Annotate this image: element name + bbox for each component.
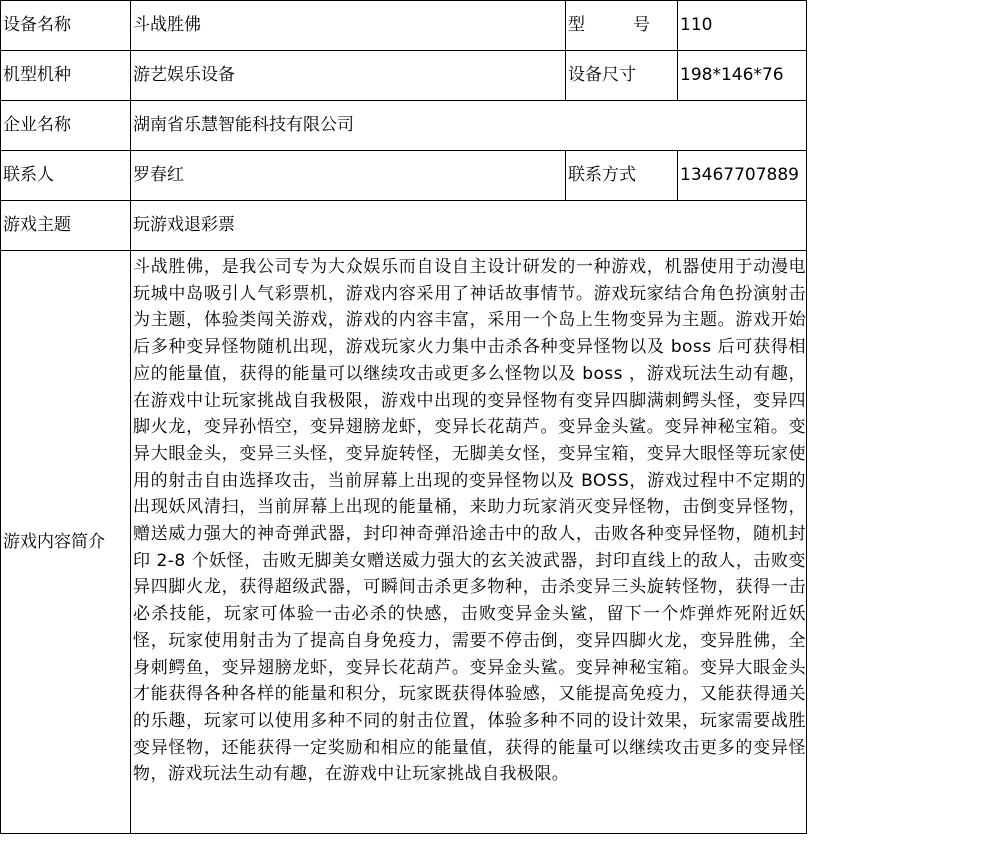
model-label-right: 号 [633,15,650,36]
theme-label: 游戏主题 [1,201,131,251]
row-company [1,101,807,151]
contact-value: 罗春红 [131,151,566,201]
size-value: 198*146*76 [678,51,807,101]
row-theme [1,201,807,251]
phone-label: 联系方式 [566,151,678,201]
device-name-label: 设备名称 [1,1,131,51]
row-contact [1,151,807,201]
machine-type-value: 游艺娱乐设备 [131,51,566,101]
theme-value: 玩游戏退彩票 [131,201,807,251]
machine-type-label: 机型机种 [1,51,131,101]
company-label: 企业名称 [1,101,131,151]
size-label: 设备尺寸 [566,51,678,101]
phone-value: 13467707889 [678,151,807,201]
contact-label: 联系人 [1,151,131,201]
row-device-name [1,1,807,51]
model-label-left: 型 [568,15,585,36]
model-value: 110 [678,1,807,51]
row-machine-type [1,51,807,101]
intro-label: 游戏内容简介 [1,251,131,834]
model-label [566,1,678,51]
intro-text: 斗战胜佛，是我公司专为大众娱乐而自设自主设计研发的一种游戏，机器使用于动漫电玩城中岛吸引人气彩票机，游戏内容采用了神话故事情节。游戏玩家结合角色扮演射击为主题，体验类闯关游戏，游戏的内容丰富，采用一个岛上生物变异为主题。游戏开始后多种变异怪物随机出现，游戏玩家火力集中击杀各种变异怪物以及 boss 后可获得相应的能量值，获得的能量可以继续攻击或更多么怪物以及 boss ，游戏玩法生动有趣，在游戏中让玩家挑战自我极限，游戏中出现的变异怪物有变异四脚满刺鳄头怪，变异四脚火龙，变异孙悟空，变异翅膀龙虾，变异长花葫芦。变异金头鲨。变异神秘宝箱。变异大眼金头，变异三头怪，变异旋转怪，无脚美女怪，变异宝箱，变异大眼怪等玩家使用的射击自由选择攻击，当前屏幕上出现的变异怪物以及 BOSS，游戏过程中不定期的出现妖风清扫，当前屏幕上出现的能量桶，来助力玩家消灭变异怪物，击倒变异怪物，赠送威力强大的神奇弹武器，封印神奇弹沿途击中的敌人，击败各种变异怪物，随机封印 2-8 个妖怪，击败无脚美女赠送威力强大的玄关波武器，封印直线上的敌人，击败变异四脚火龙，获得超级武器，可瞬间击杀更多物种，击杀变异三头旋转怪物，获得一击必杀技能，玩家可体验一击必杀的快感，击败变异金头鲨，留下一个炸弹炸死附近妖怪，玩家使用射击为了提高自身免疫力，需要不停击倒，变异四脚火龙，变异胜佛，全身刺鳄鱼，变异翅膀龙虾，变异长花葫芦。变异金头鲨。变异神秘宝箱。变异大眼金头才能获得各种各样的能量和积分，玩家既获得体验感，又能提高免疫力，又能获得通关的乐趣，玩家可以使用多种不同的射击位置，体验多种不同的设计效果，玩家需要战胜变异怪物，还能获得一定奖励和相应的能量值，获得的能量可以继续攻击更多的变异怪物，游戏玩法生动有趣，在游戏中让玩家挑战自我极限。 [131,251,807,834]
company-value: 湖南省乐慧智能科技有限公司 [131,101,807,151]
row-intro [1,251,807,834]
device-name-value: 斗战胜佛 [131,1,566,51]
